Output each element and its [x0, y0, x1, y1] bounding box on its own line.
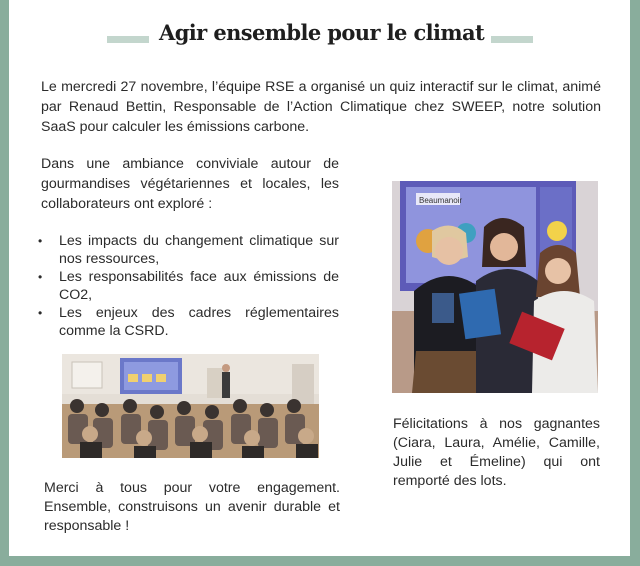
list-item [38, 268, 339, 304]
intro-paragraph: Le mercredi 27 novembre, l’équipe RSE a organisé un quiz interactif sur le climat, animé par Renaud Bettin, Responsable de l’Action Climatique chez SWEEP, notre solution SaaS pour calculer les émissions carbone. [41, 79, 601, 135]
explore-paragraph: Dans une ambiance conviviale autour de gourmandises végétariennes et locales, les collaborateurs ont exploré : [41, 156, 339, 212]
winners-caption: Félicitations à nos gagnantes (Ciara, Laura, Amélie, Camille, Julie et Émeline) qui ont remporté des lots. [393, 416, 600, 489]
closing-paragraph: Merci à tous pour votre engagement. Ensemble, construisons un avenir durable et responsable ! [44, 480, 340, 534]
topics-list [38, 232, 339, 340]
title-decoration-right [491, 36, 533, 43]
bullet-icon: • [38, 234, 43, 248]
list-item [38, 304, 339, 340]
left-column [38, 154, 339, 340]
screen-text: Beaumanoir [419, 196, 463, 205]
list-item-text: Les responsabilités face aux émissions de CO2, [59, 269, 339, 303]
title-decoration-left [107, 36, 149, 43]
title-row [9, 20, 630, 54]
winners-photo [392, 181, 598, 393]
winners-illustration [392, 181, 598, 393]
list-item [38, 232, 339, 268]
conference-room-illustration [62, 354, 319, 458]
bullet-icon: • [38, 270, 43, 284]
newsletter-card [9, 0, 630, 556]
bullet-icon: • [38, 306, 43, 320]
page-title: Agir ensemble pour le climat [159, 20, 485, 45]
list-item-text: Les impacts du changement climatique sur nos ressources, [59, 233, 339, 267]
conference-room-photo [62, 354, 319, 458]
list-item-text: Les enjeux des cadres réglementaires comme la CSRD. [59, 305, 339, 339]
